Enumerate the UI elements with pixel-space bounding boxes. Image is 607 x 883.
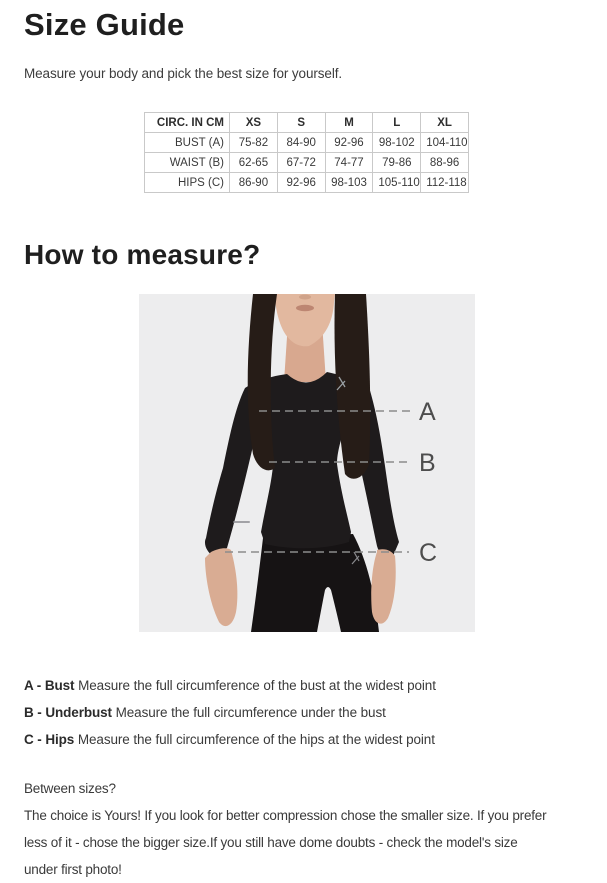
table-row-bust xyxy=(145,133,469,153)
size-value: 67-72 xyxy=(277,153,325,173)
model-photo xyxy=(139,294,475,632)
marker-b-label: B xyxy=(418,449,436,477)
size-value: 92-96 xyxy=(325,133,373,153)
marker-a-label: A xyxy=(418,398,436,426)
size-row-label: BUST (A) xyxy=(145,133,230,153)
size-value: 112-118 xyxy=(421,173,469,193)
size-value: 105-110 xyxy=(373,173,421,193)
size-col-header-s: S xyxy=(277,113,325,133)
between-sizes-section xyxy=(24,775,589,883)
measurement-text: Measure the full circumference of the bust at the widest point xyxy=(78,678,436,693)
size-value: 74-77 xyxy=(325,153,373,173)
size-col-header-xs: XS xyxy=(230,113,278,133)
size-table xyxy=(144,112,469,193)
measurement-key: C - Hips xyxy=(24,732,75,747)
size-value: 75-82 xyxy=(230,133,278,153)
size-value: 92-96 xyxy=(277,173,325,193)
measurement-item-bust xyxy=(24,672,589,699)
measurement-text: Measure the full circumference of the hips at the widest point xyxy=(77,732,435,747)
size-col-header-l: L xyxy=(373,113,421,133)
size-col-header-circ: CIRC. IN CM xyxy=(145,113,230,133)
model-figure xyxy=(139,294,475,632)
table-row-waist xyxy=(145,153,469,173)
size-value: 62-65 xyxy=(230,153,278,173)
measurement-item-hips xyxy=(24,726,589,753)
between-sizes-answer-line: less of it - chose the bigger size.If you still have dome doubts - check the model's size xyxy=(24,835,518,850)
marker-c-label: C xyxy=(418,539,437,567)
measurement-key: B - Underbust xyxy=(24,705,112,720)
size-col-header-xl: XL xyxy=(421,113,469,133)
table-row-hips xyxy=(145,173,469,193)
size-value: 98-102 xyxy=(373,133,421,153)
size-col-header-m: M xyxy=(325,113,373,133)
size-value: 84-90 xyxy=(277,133,325,153)
measurement-key: A - Bust xyxy=(24,678,75,693)
size-value: 104-110 xyxy=(421,133,469,153)
size-value: 79-86 xyxy=(373,153,421,173)
between-sizes-answer-line: The choice is Yours! If you look for better compression chose the smaller size. If you prefer xyxy=(24,808,547,823)
measurement-text: Measure the full circumference under the bust xyxy=(115,705,386,720)
measurement-item-underbust xyxy=(24,699,589,726)
measurement-descriptions xyxy=(24,672,589,753)
page-title: Size Guide xyxy=(24,7,185,42)
hip-text-mark xyxy=(233,521,250,523)
size-value: 98-103 xyxy=(325,173,373,193)
size-row-label: HIPS (C) xyxy=(145,173,230,193)
intro-text: Measure your body and pick the best size for yourself. xyxy=(24,66,343,81)
between-sizes-answer-line: under first photo! xyxy=(24,862,122,877)
how-to-heading: How to measure? xyxy=(24,239,261,270)
between-sizes-question: Between sizes? xyxy=(24,781,116,796)
size-table-header-row xyxy=(145,113,469,133)
size-row-label: WAIST (B) xyxy=(145,153,230,173)
size-value: 86-90 xyxy=(230,173,278,193)
size-value: 88-96 xyxy=(421,153,469,173)
